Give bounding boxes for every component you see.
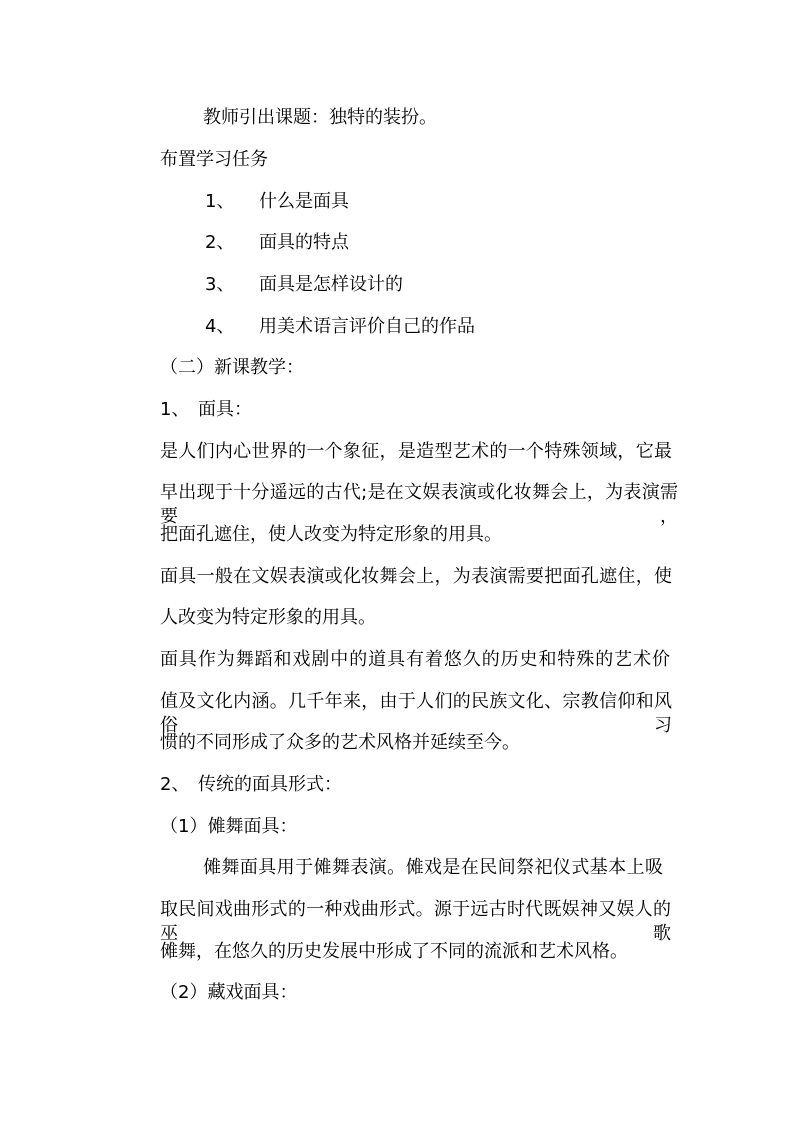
point-number: 1、 [160, 399, 190, 420]
subheading: （1）傩舞面具： [160, 816, 298, 837]
point-number: 2、 [160, 774, 190, 795]
task-text: 面具的特点 [259, 232, 349, 253]
paragraph-line: 是人们内心世界的一个象征，是造型艺术的一个特殊领域，它最 [160, 441, 672, 462]
task-number: 1、 [205, 191, 235, 212]
intro-line: 教师引出课题：独特的装扮。 [203, 107, 437, 128]
paragraph-line: 惯的不同形成了众多的艺术风格并延续至今。 [160, 732, 520, 753]
task-text: 面具是怎样设计的 [259, 274, 403, 295]
paragraph-line: 把面孔遮住，使人改变为特定形象的用具。 [160, 524, 502, 545]
task-text: 用美术语言评价自己的作品 [259, 316, 475, 337]
section-heading: （二）新课教学： [160, 357, 304, 378]
paragraph-line: 面具一般在文娱表演或化妆舞会上，为表演需要把面孔遮住，使 [160, 566, 672, 587]
task-number: 3、 [205, 274, 235, 295]
point-title: 面具： [198, 399, 252, 420]
paragraph-line: 傩舞，在悠久的历史发展中形成了不同的流派和艺术风格。 [160, 941, 628, 962]
paragraph-line: 取民间戏曲形式的一种戏曲形式。源于远古时代既娱神又娱人的巫歌 [160, 899, 671, 944]
task-number: 4、 [205, 316, 235, 337]
paragraph-line: 值及文化内涵。几千年来，由于人们的民族文化、宗教信仰和风俗习 [160, 691, 672, 736]
subheading: （2）藏戏面具： [160, 982, 298, 1003]
paragraph-line: 面具作为舞蹈和戏剧中的道具有着悠久的历史和特殊的艺术价 [160, 649, 670, 670]
task-number: 2、 [205, 232, 235, 253]
task-text: 什么是面具 [259, 191, 349, 212]
point-title: 传统的面具形式： [198, 774, 342, 795]
paragraph-line: 傩舞面具用于傩舞表演。傩戏是在民间祭祀仪式基本上吸 [203, 857, 663, 878]
paragraph-line: 早出现于十分遥远的古代;是在文娱表演或化妆舞会上，为表演需要， [160, 482, 678, 527]
paragraph-line: 人改变为特定形象的用具。 [160, 607, 376, 628]
tasks-heading: 布置学习任务 [160, 149, 268, 170]
